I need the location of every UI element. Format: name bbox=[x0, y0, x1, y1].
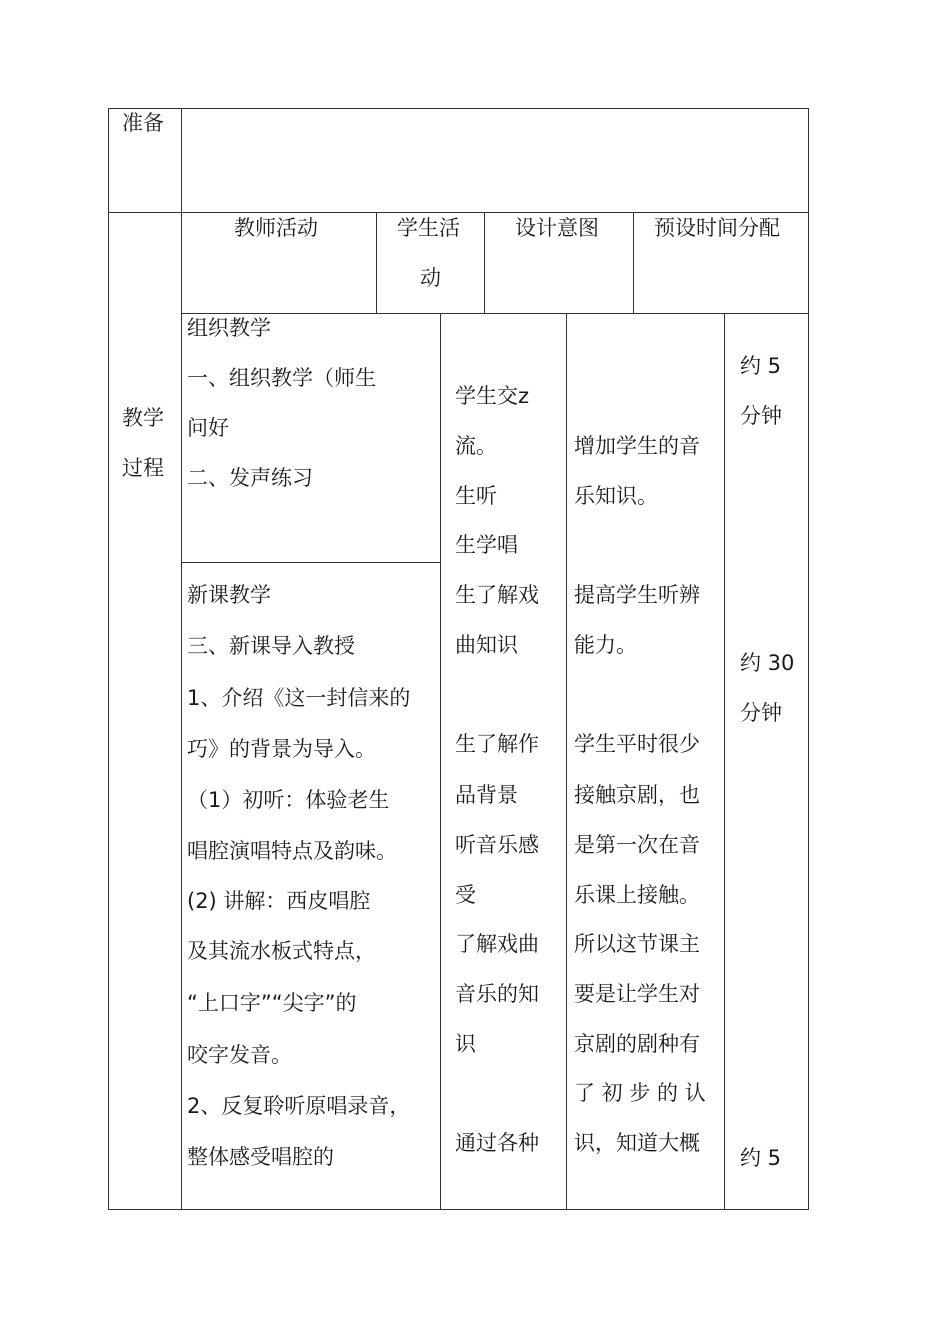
design-line: 要是让学生对 bbox=[574, 982, 700, 1006]
student-line: 受 bbox=[455, 883, 476, 907]
process-label-line-1: 教学 bbox=[122, 406, 164, 430]
header-divider-1 bbox=[376, 212, 377, 313]
teacher-line: 组织教学 bbox=[187, 316, 271, 340]
design-line: 了 初 步 的 认 bbox=[574, 1081, 706, 1105]
table-border-bottom bbox=[108, 1209, 809, 1210]
body-divider-1 bbox=[440, 313, 441, 1210]
header-time-allocation: 预设时间分配 bbox=[654, 216, 780, 240]
teacher-line: (2) 讲解：西皮唱腔 bbox=[187, 889, 371, 913]
student-line: 品背景 bbox=[455, 783, 518, 807]
design-line: 识，知道大概 bbox=[574, 1131, 700, 1155]
header-student-activity-line-2: 动 bbox=[420, 266, 441, 290]
header-design-intent: 设计意图 bbox=[515, 216, 599, 240]
time-line: 分钟 bbox=[740, 701, 782, 725]
design-line: 提高学生听辨 bbox=[574, 583, 700, 607]
student-line: 流。 bbox=[455, 434, 497, 458]
table-divider-teacher bbox=[181, 562, 440, 563]
time-line: 约 30 bbox=[740, 651, 795, 675]
student-line: 曲知识 bbox=[455, 633, 518, 657]
design-line: 乐知识。 bbox=[574, 484, 658, 508]
student-line: 音乐的知 bbox=[455, 982, 539, 1006]
design-line: 增加学生的音 bbox=[574, 434, 700, 458]
header-student-activity-line-1: 学生活 bbox=[397, 216, 460, 240]
prep-label: 准备 bbox=[122, 111, 164, 135]
table-border-top bbox=[108, 108, 809, 109]
teacher-line: 及其流水板式特点， bbox=[187, 939, 376, 963]
student-line: 生了解戏 bbox=[455, 583, 539, 607]
teacher-line: 新课教学 bbox=[187, 583, 271, 607]
design-line: 京剧的剧种有 bbox=[574, 1032, 700, 1056]
design-line: 所以这节课主 bbox=[574, 932, 700, 956]
teacher-line: 整体感受唱腔的 bbox=[187, 1145, 334, 1169]
student-line: 识 bbox=[455, 1032, 476, 1056]
teacher-line: “上口字”“尖字”的 bbox=[187, 991, 357, 1015]
student-line: 学生交z bbox=[455, 384, 530, 408]
body-divider-2 bbox=[566, 313, 567, 1210]
teacher-line: 三、新课导入教授 bbox=[187, 634, 355, 658]
header-teacher-activity: 教师活动 bbox=[234, 216, 318, 240]
process-label-line-2: 过程 bbox=[122, 456, 164, 480]
teacher-line: 1、介绍《这一封信来的 bbox=[187, 686, 411, 710]
design-line: 接触京剧，也 bbox=[574, 783, 700, 807]
student-line: 生了解作 bbox=[455, 732, 539, 756]
student-line: 了解戏曲 bbox=[455, 932, 539, 956]
teacher-line: 一、组织教学（师生 bbox=[187, 366, 376, 390]
time-line: 约 5 bbox=[740, 354, 782, 378]
table-border-right bbox=[808, 108, 809, 1210]
time-line: 分钟 bbox=[740, 404, 782, 428]
design-line: 乐课上接触。 bbox=[574, 883, 700, 907]
teacher-line: 2、反复聆听原唱录音， bbox=[187, 1094, 411, 1118]
table-border-left bbox=[108, 108, 109, 1210]
design-line: 能力。 bbox=[574, 633, 637, 657]
teacher-line: （1）初听：体验老生 bbox=[187, 788, 390, 812]
student-line: 听音乐感 bbox=[455, 833, 539, 857]
body-divider-3 bbox=[724, 313, 725, 1210]
table-divider-label bbox=[181, 108, 182, 1210]
time-line: 约 5 bbox=[740, 1146, 782, 1170]
teacher-line: 唱腔演唱特点及韵味。 bbox=[187, 839, 397, 863]
design-line: 学生平时很少 bbox=[574, 732, 700, 756]
student-line: 生学唱 bbox=[455, 533, 518, 557]
header-divider-3 bbox=[633, 212, 634, 313]
student-line: 生听 bbox=[455, 484, 497, 508]
student-line: 通过各种 bbox=[455, 1131, 539, 1155]
teacher-line: 问好 bbox=[187, 416, 229, 440]
teacher-line: 咬字发音。 bbox=[187, 1043, 292, 1067]
teacher-line: 二、发声练习 bbox=[187, 466, 313, 490]
header-divider-2 bbox=[484, 212, 485, 313]
design-line: 是第一次在音 bbox=[574, 833, 700, 857]
teacher-line: 巧》的背景为导入。 bbox=[187, 737, 376, 761]
table-divider-header bbox=[181, 313, 809, 314]
